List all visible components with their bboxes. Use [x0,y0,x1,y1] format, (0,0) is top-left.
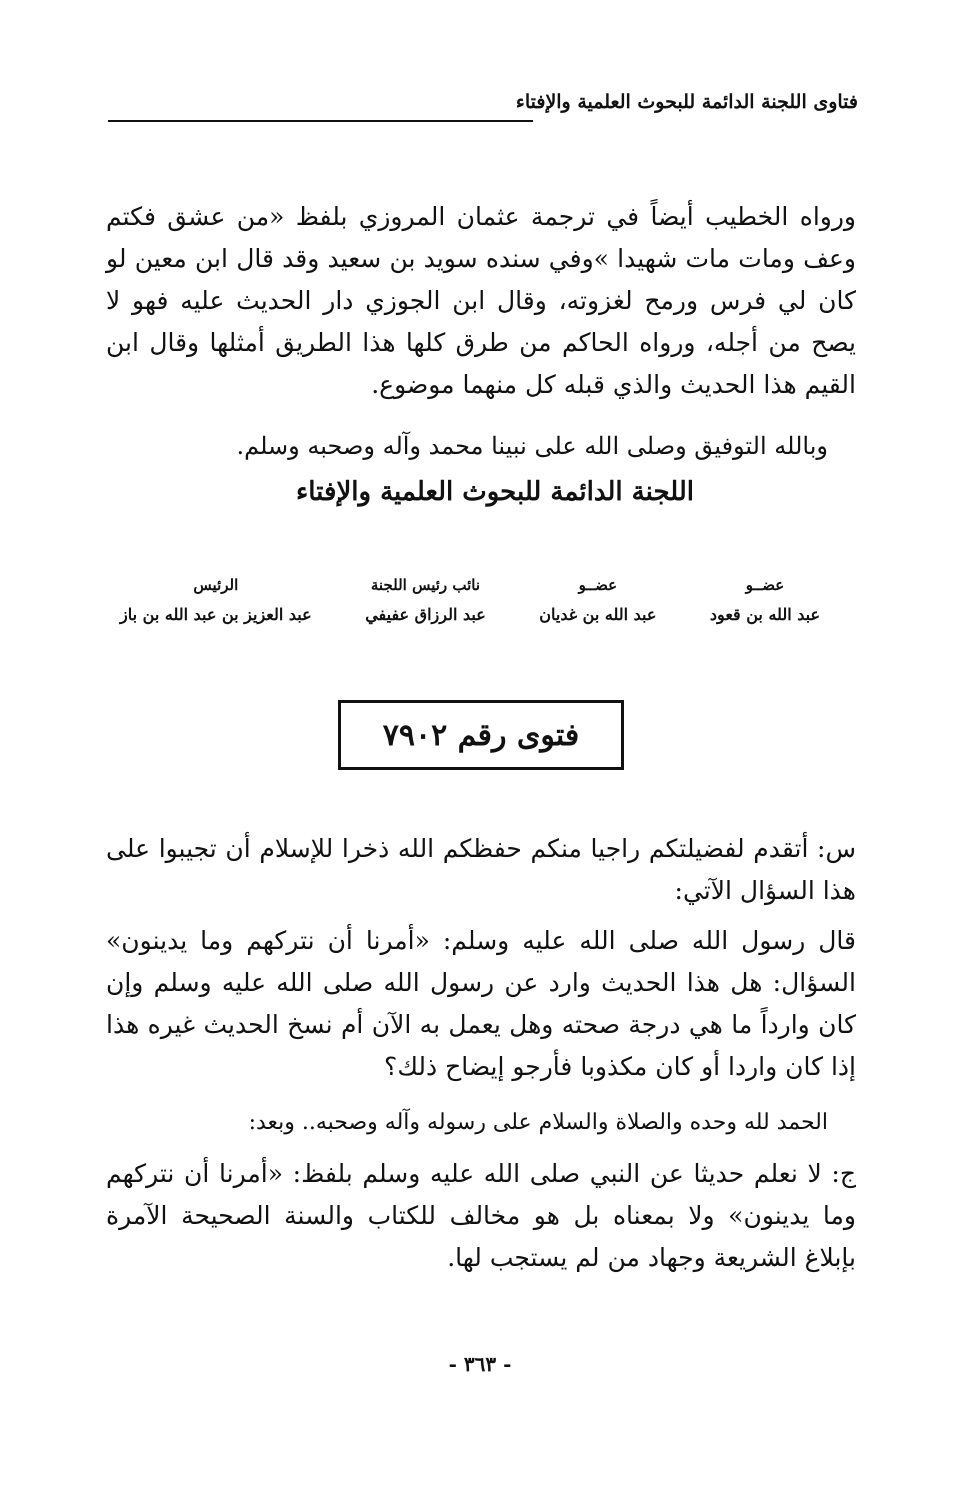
committee-title: اللجنة الدائمة للبحوث العلمية والإفتاء [296,477,694,507]
fatwa-number-box [338,700,624,770]
signature-name: عبد الرزاق عفيفي [365,605,486,624]
fatwa-title: فتوى رقم ٧٩٠٢ [382,717,580,753]
body-paragraph: ورواه الخطيب أيضاً في ترجمة عثمان المروزي بلفظ «من عشق فكتم وعف ومات مات شهيدا »وفي سنده سويد بن سعيد وقد قال ابن معين لو كان لي فرس ورمح لغزوته، وقال ابن الجوزي دار الحديث عليه فهو لا يصح من أجله، ورواه الحاكم من طرق كلها هذا الطريق أمثلها وقال ابن القيم هذا الحديث والذي قبله كل منهما موضوع. [106,202,856,399]
signature-role: عضــو [578,576,618,594]
answer-body: ج: لا نعلم حديثا عن النبي صلى الله عليه وسلم بلفظ: «أمرنا أن نتركهم وما يدينون» ولا بمعناه بل هو مخالف للكتاب والسنة الصحيحة الآمرة بإبلاغ الشريعة وجهاد من لم يستجب لها. [106,1159,856,1272]
signature-chair [120,570,312,640]
header-rule [108,120,533,122]
signature-vice-chair [365,570,486,640]
question-body: قال رسول الله صلى الله عليه وسلم: «أمرنا أن نتركهم وما يدينون» السؤال: هل هذا الحديث وارد عن رسول الله صلى الله عليه وسلم وإن كان وارداً ما هي درجة صحته وهل يعمل به الآن أم نسخ الحديث غيره هذا إذا كان واردا أو كان مكذوبا فأرجو إيضاح ذلك؟ [106,926,856,1081]
signature-member-1 [710,570,820,640]
question-intro: س: أتقدم لفضيلتكم راجيا منكم حفظكم الله ذخرا للإسلام أن تجيبوا على هذا السؤال الآتي: [106,834,856,905]
page-number: - ٣٦٣ - [448,1352,512,1376]
signature-role: نائب رئيس اللجنة [370,576,481,594]
signature-block [120,570,820,640]
running-header: فتاوى اللجنة الدائمة للبحوث العلمية والإفتاء [515,91,858,113]
signature-name: عبد العزيز بن عبد الله بن باز [120,605,312,624]
signature-name: عبد الله بن قعود [709,605,820,624]
closing-formula: وبالله التوفيق وصلى الله على نبينا محمد وآله وصحبه وسلم. [236,432,828,460]
signature-role: عضــو [745,576,785,594]
signature-name: عبد الله بن غديان [539,605,657,624]
signature-role: الرئيس [193,576,239,594]
signature-member-2 [539,570,656,640]
answer-preface: الحمد لله وحده والصلاة والسلام على رسوله وآله وصحبه.. وبعد: [248,1110,828,1135]
